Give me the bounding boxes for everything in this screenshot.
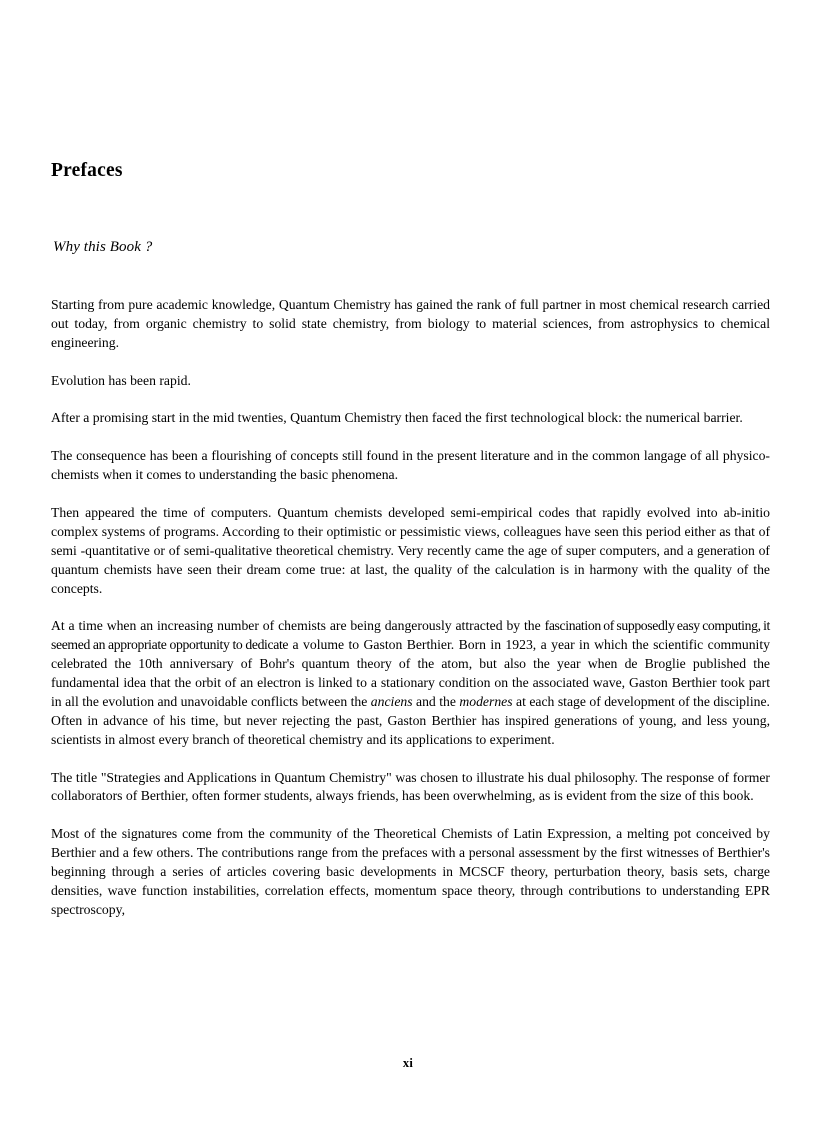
paragraph [51,617,770,749]
paragraph-segment: At a time when an increasing number of chemists are being dangerously attracted by the [51,618,545,634]
page-title: Prefaces [51,160,123,181]
page-number: xi [402,1056,414,1070]
paragraph: Most of the signatures come from the community of the Theoretical Chemists of Latin Expression, a melting pot conceived by Berthier and a few others. The contributions range from the prefaces with a personal assessment by the first witnesses of Berthier's beginning through a series of articles covering basic developments in MCSCF theory, perturbation theory, basis sets, charge densities, wave function instabilities, correlation effects, momentum space theory, through contributions to understanding EPR spectroscopy, [51,826,770,917]
section-subtitle: Why this Book ? [53,239,153,255]
paragraph: The title "Strategies and Applications in Quantum Chemistry" was chosen to illustrate his dual philosophy. The response of former collaborators of Berthier, often former students, always friends, has been overwhelming, as is evident from the size of this book. [51,769,770,804]
paragraph: The consequence has been a flourishing of concepts still found in the present literature and in the common langage of all physico-chemists when it comes to understanding the basic phenomena. [51,448,770,483]
paragraph: After a promising start in the mid twenties, Quantum Chemistry then faced the first technological block: the numerical barrier. [51,410,743,426]
italic-term-anciens: anciens [370,693,413,709]
paragraph: Then appeared the time of computers. Quantum chemists developed semi-empirical codes that rapidly evolved into ab-initio complex systems of programs. According to their optimistic or pessimistic views, colleagues have seen this period either as that of semi -quantitative or of semi-qualitative theoretical chemistry. Very recently came the age of super computers, and a generation of quantum chemists have seen their dream come true: at last, the quality of the calculation is in harmony with the quality of the concepts. [51,504,770,596]
paragraph-segment: and the [412,693,460,709]
paragraph-segment: a volume to Gaston Berthier. Born in 1923, a year in which the scientific community celebrated the 10th anniversary of Bohr's quantum theory of the atom, but also the year when de Broglie published the fundamental idea that the orbit of an electron is linked to a stationary condition on the associated wave, Gaston Berthier took part in all the evolution and unavoidable conflicts between the [51,637,770,709]
body-text [51,296,770,920]
paragraph-segment-condensed: fascination of supposedly easy computing, it seemed an appropriate opportunity to dedicate [51,618,770,653]
paragraph: Evolution has been rapid. [51,372,191,388]
italic-term-modernes: modernes [459,693,513,709]
paragraph: Starting from pure academic knowledge, Quantum Chemistry has gained the rank of full partner in most chemical research carried out today, from organic chemistry to solid state chemistry, from biology to material sciences, from astrophysics to chemical engineering. [51,297,770,350]
paragraph-segment: at each stage of development of the discipline. Often in advance of his time, but never rejecting the past, Gaston Berthier has inspired generations of young, and less young, scientists in almost every branch of theoretical chemistry and its applications to experiment. [51,693,770,747]
